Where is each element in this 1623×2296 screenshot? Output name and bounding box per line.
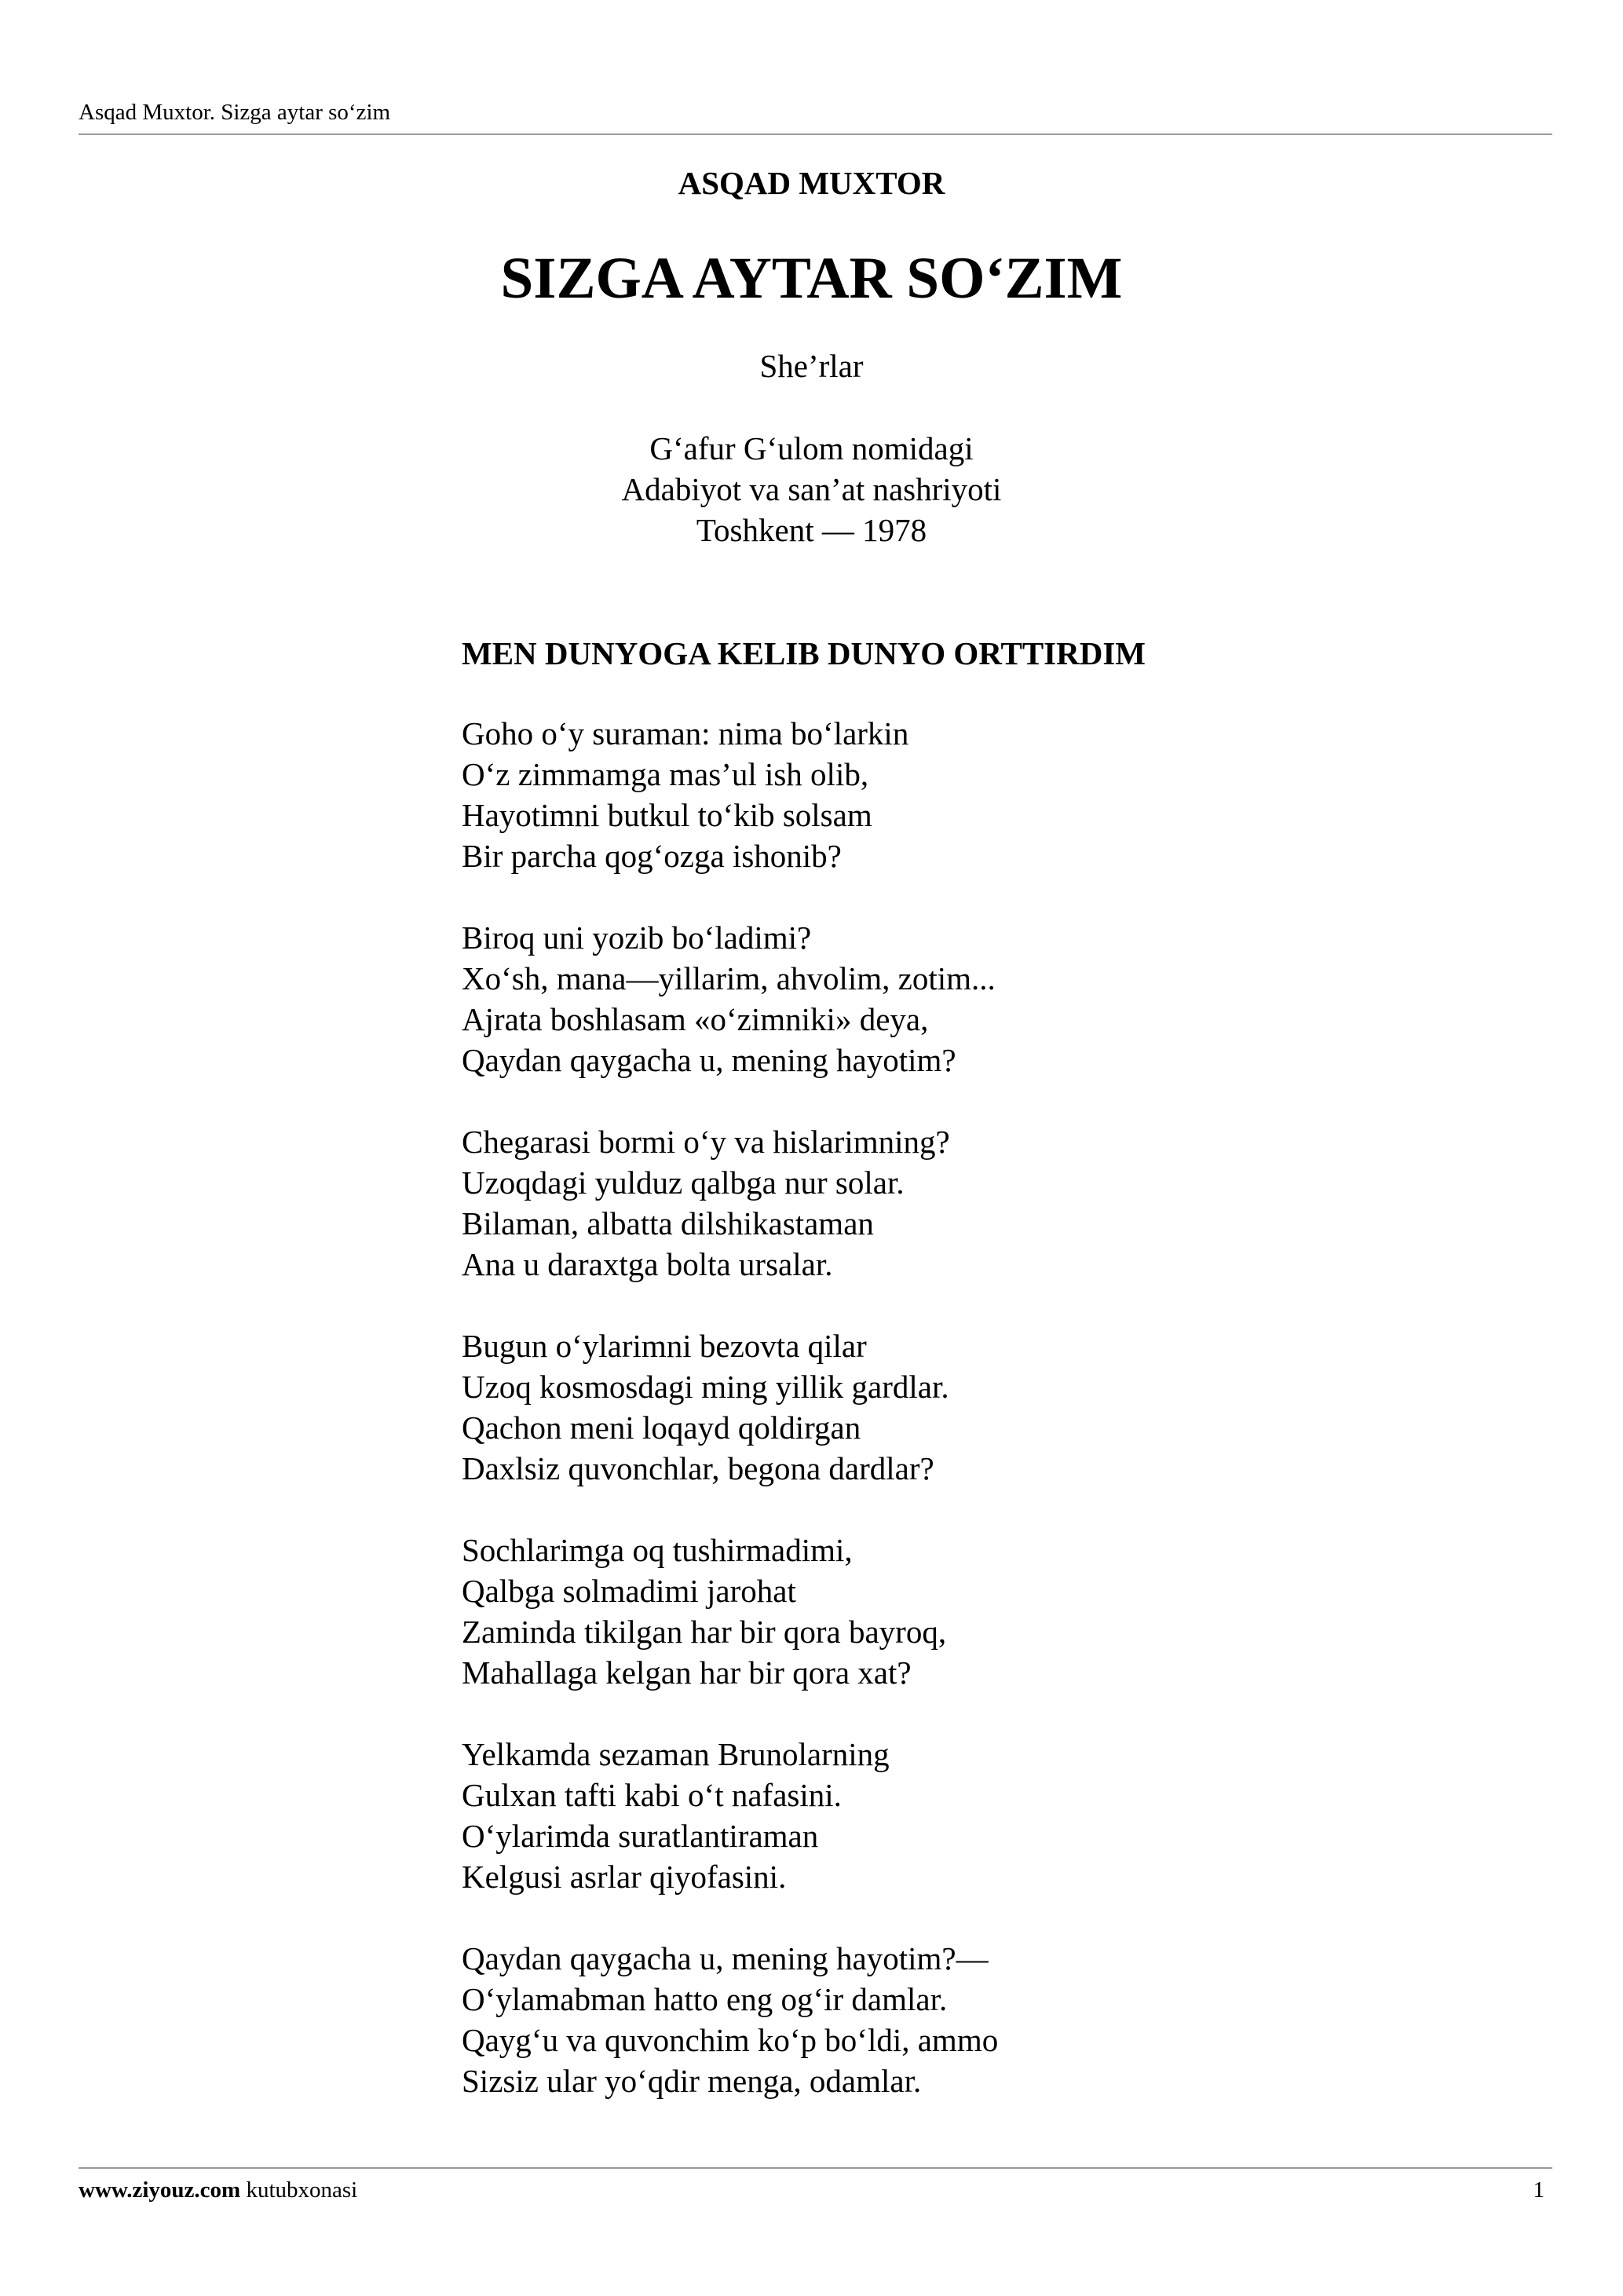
poem-line: Qalbga solmadimi jarohat bbox=[462, 1573, 796, 1609]
poem-line: Yelkamda sezaman Brunolarning bbox=[462, 1736, 890, 1772]
poem-line: Bugun o‘ylarimni bezovta qilar bbox=[462, 1328, 867, 1364]
publisher-line: Adabiyot va san’at nashriyoti bbox=[621, 471, 1002, 507]
stanza bbox=[462, 1734, 998, 1897]
poem-line: Bilaman, albatta dilshikastaman bbox=[462, 1205, 874, 1241]
poem-line: Zaminda tikilgan har bir qora bayroq, bbox=[462, 1614, 947, 1650]
poem-line: Ajrata boshlasam «o‘zimniki» deya, bbox=[462, 1001, 929, 1037]
poem-body bbox=[462, 713, 998, 2101]
stanza bbox=[462, 1938, 998, 2101]
poem-line: Ana u daraxtga bolta ursalar. bbox=[462, 1246, 833, 1282]
poem-line: Sizsiz ular yo‘qdir menga, odamlar. bbox=[462, 2063, 922, 2099]
poem-line: Sochlarimga oq tushirmadimi, bbox=[462, 1532, 853, 1568]
book-author: ASQAD MUXTOR bbox=[678, 165, 945, 201]
poem-line: Uzoq kosmosdagi ming yillik gardlar. bbox=[462, 1369, 949, 1405]
poem-line: Hayotimni butkul to‘kib solsam bbox=[462, 797, 872, 833]
stanza bbox=[462, 1325, 998, 1489]
poem-line: Biroq uni yozib bo‘ladimi? bbox=[462, 919, 812, 956]
poem-line: Qaydan qaygacha u, mening hayotim? bbox=[462, 1042, 956, 1078]
poem-line: O‘ylarimda suratlantiraman bbox=[462, 1818, 819, 1854]
footer-library-label: kutubxonasi bbox=[240, 2177, 358, 2203]
poem-line: O‘ylamabman hatto eng og‘ir damlar. bbox=[462, 1981, 948, 2017]
footer-site-link[interactable]: www.ziyouz.com bbox=[79, 2177, 241, 2203]
page-number: 1 bbox=[1533, 2177, 1544, 2203]
poem-line: O‘z zimmamga mas’ul ish olib, bbox=[462, 756, 869, 792]
footer-divider bbox=[79, 2167, 1552, 2169]
publisher-info bbox=[0, 428, 1623, 550]
book-title: SIZGA AYTAR SO‘ZIM bbox=[500, 246, 1123, 311]
book-genre: She’rlar bbox=[759, 348, 864, 384]
poem-line: Bir parcha qog‘ozga ishonib? bbox=[462, 838, 842, 874]
poem-line: Goho o‘y suraman: nima bo‘larkin bbox=[462, 715, 909, 751]
poem-line: Kelgusi asrlar qiyofasini. bbox=[462, 1859, 787, 1895]
poem-line: Qaydan qaygacha u, mening hayotim?— bbox=[462, 1940, 989, 1976]
stanza bbox=[462, 917, 998, 1080]
stanza bbox=[462, 713, 998, 876]
poem-line: Daxlsiz quvonchlar, begona dardlar? bbox=[462, 1450, 934, 1486]
poem-title: MEN DUNYOGA KELIB DUNYO ORTTIRDIM bbox=[462, 635, 1146, 671]
poem-line: Qayg‘u va quvonchim ko‘p bo‘ldi, ammo bbox=[462, 2022, 999, 2058]
stanza bbox=[462, 1530, 998, 1693]
poem-line: Mahallaga kelgan har bir qora xat? bbox=[462, 1654, 912, 1691]
poem-line: Xo‘sh, mana—yillarim, ahvolim, zotim... bbox=[462, 960, 996, 996]
poem-line: Qachon meni loqayd qoldirgan bbox=[462, 1409, 861, 1446]
poem-line: Chegarasi bormi o‘y va hislarimning? bbox=[462, 1124, 950, 1160]
poem-line: Gulxan tafti kabi o‘t nafasini. bbox=[462, 1777, 842, 1813]
stanza bbox=[462, 1121, 998, 1285]
running-header: Asqad Muxtor. Sizga aytar so‘zim bbox=[79, 100, 391, 125]
publisher-line: Toshkent — 1978 bbox=[696, 512, 927, 548]
header-divider bbox=[79, 133, 1552, 135]
poem-line: Uzoqdagi yulduz qalbga nur solar. bbox=[462, 1164, 905, 1201]
footer-source bbox=[79, 2177, 357, 2203]
publisher-line: G‘afur G‘ulom nomidagi bbox=[649, 430, 974, 466]
